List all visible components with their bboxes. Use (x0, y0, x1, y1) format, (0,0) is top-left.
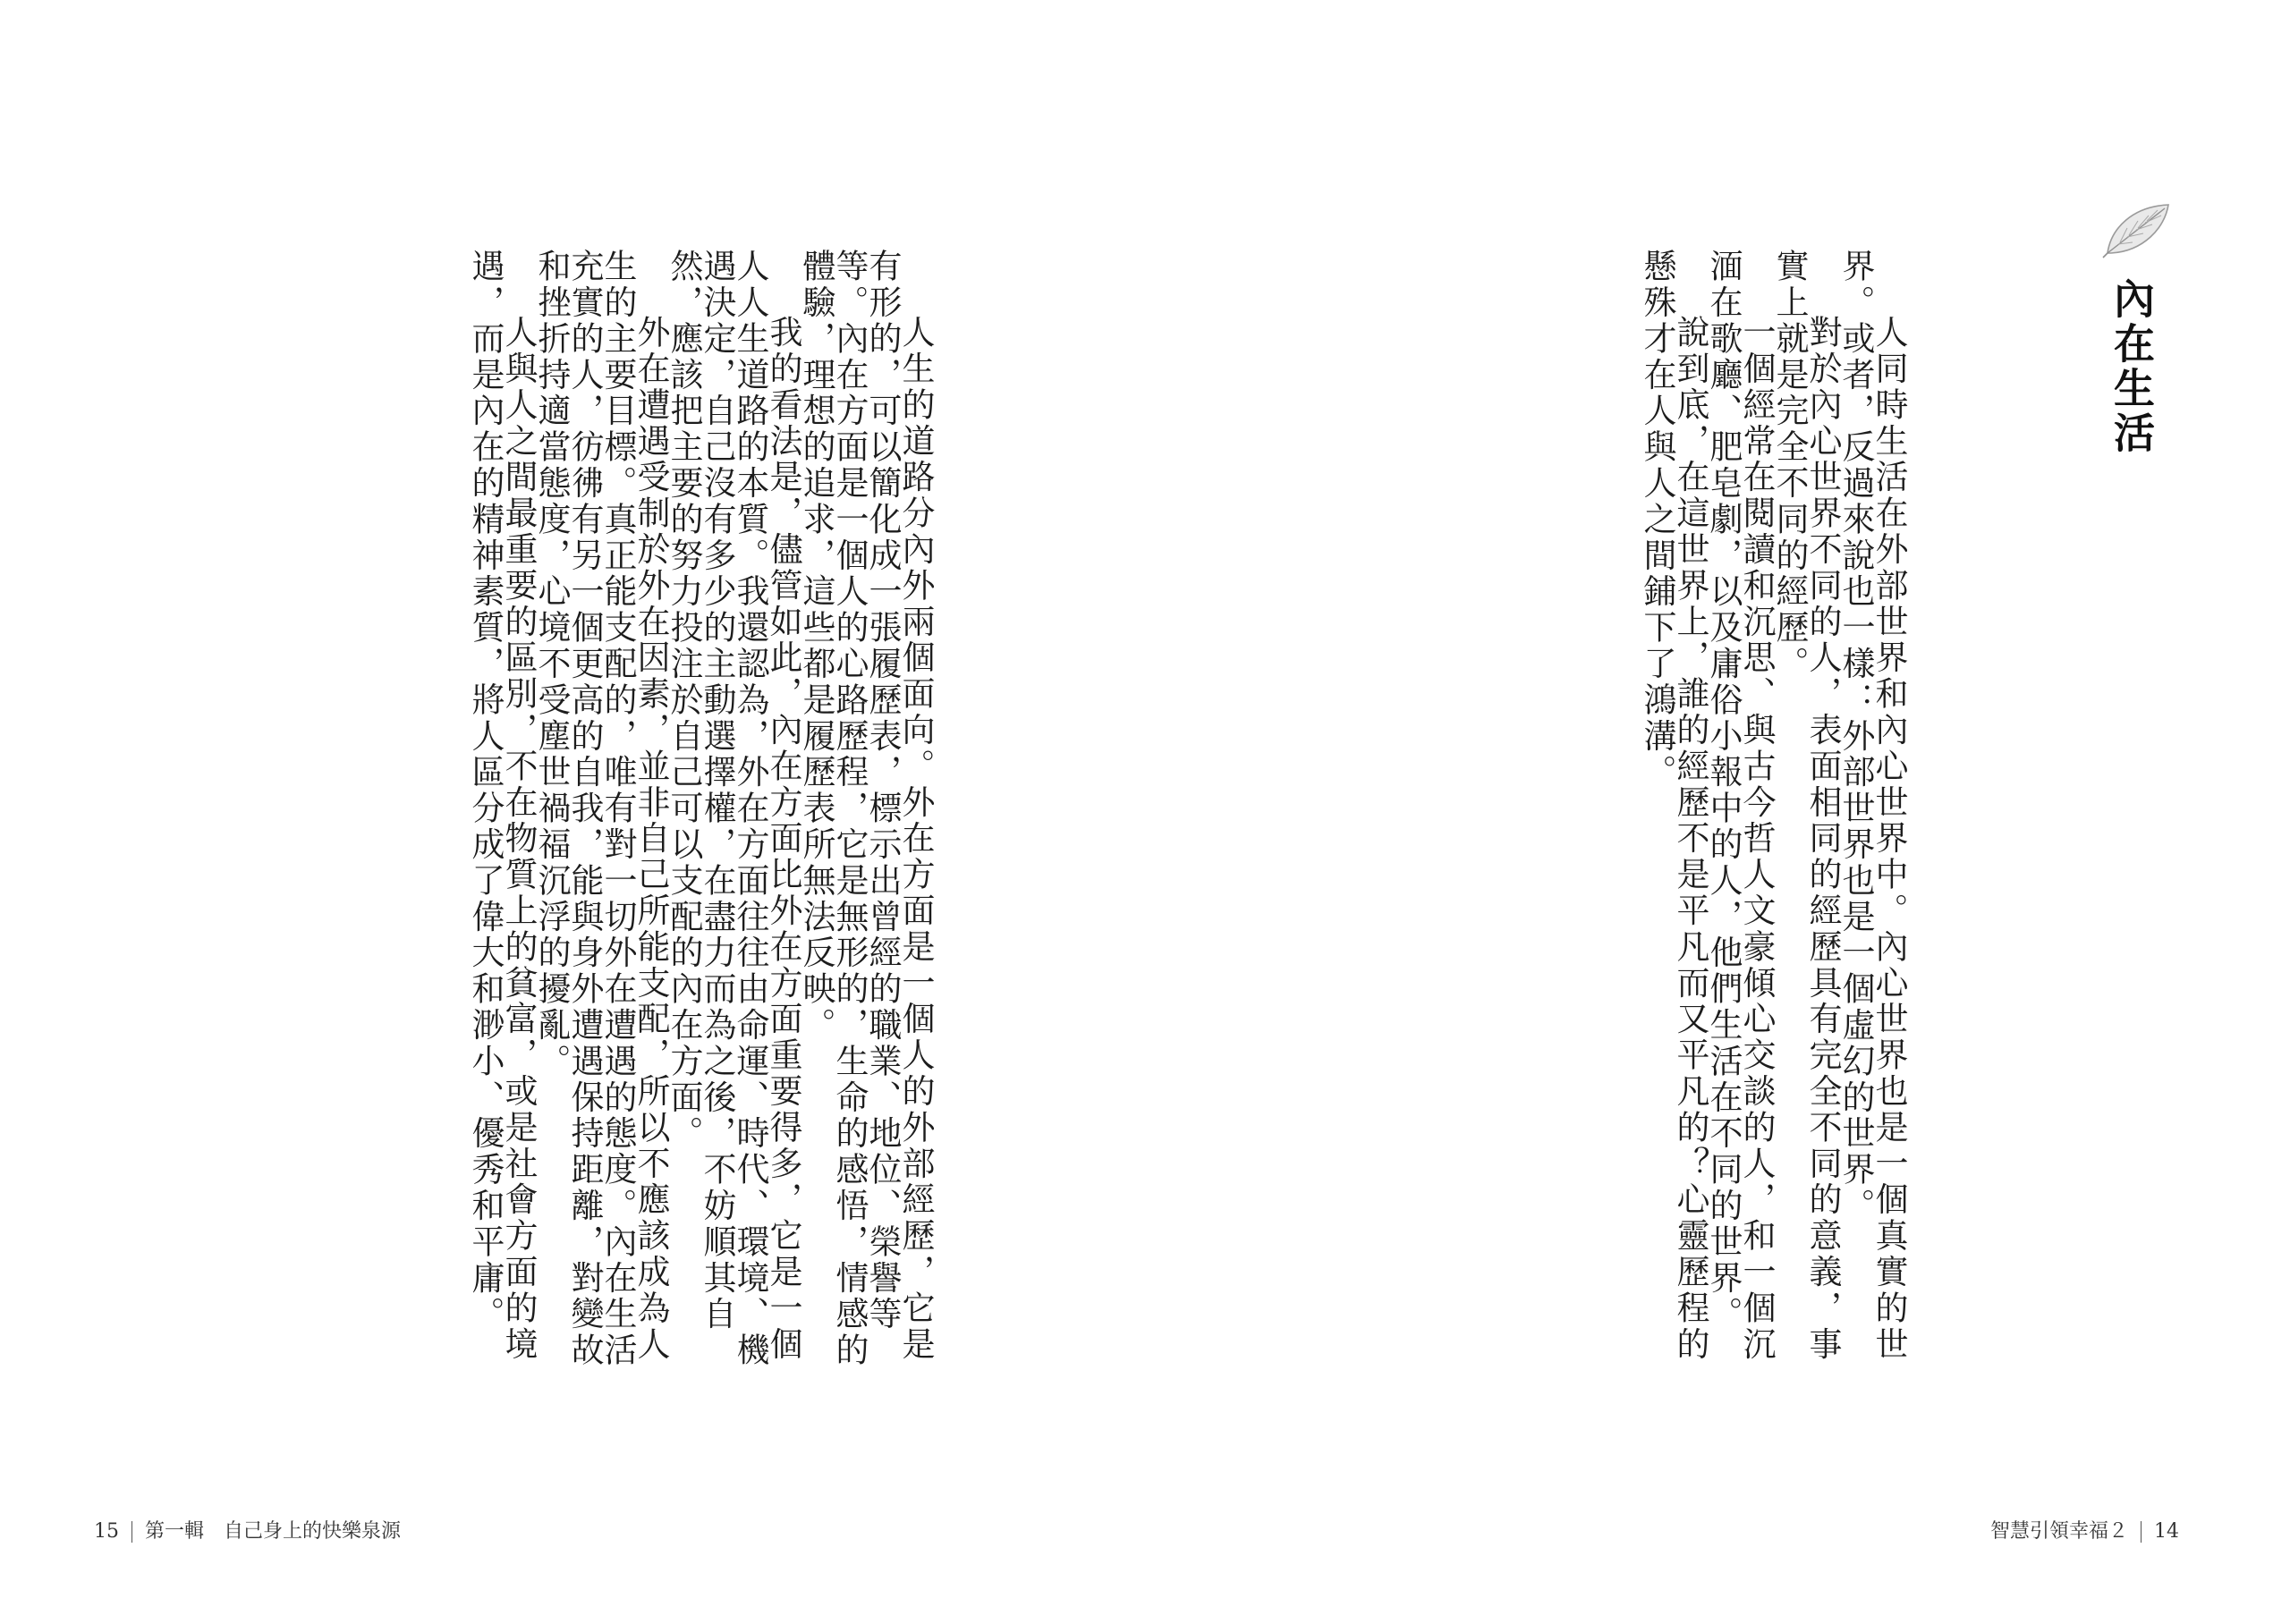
paragraph: 說到底，在這世界上，誰的經歷不是平凡而又平凡的？心靈歷程的懸殊才在人與人之間鋪下了鴻溝。 (1638, 249, 1709, 1363)
chapter-title-footer: 自己身上的快樂泉源 (224, 1520, 402, 1543)
left-page-footer (94, 1516, 401, 1544)
paragraph: 一個經常在閱讀和沉思、與古今哲人文豪傾心交談的人，和一個沉湎在歌廳、肥皂劇，以及庸俗小報中的人，他們生活在不同的世界。 (1704, 249, 1776, 1363)
page-number: 14 (2154, 1520, 2180, 1543)
paragraph: 對於內心世界不同的人，表面相同的經歷具有完全不同的意義，事實上就是完全不同的經歷。 (1770, 249, 1842, 1363)
paragraph: 我的看法是，儘管如此，內在方面比外在方面重要得多，它是一個人人生道路的本質。我還認為，外在方面往往由命運、時代、環境、機遇決定，自己沒有多少的主動選擇權，在盡力而為之後，不妨順其自然，應該把主要的努力投注於自己可以支配的內在方面。 (665, 249, 802, 1369)
paragraph: 人與人之間最重要的區別，不在物質上的貧富，或是社會方面的境遇，而是內在的精神素質，將人區分成了偉大和渺小、優秀和平庸。 (466, 249, 538, 1363)
left-page-body (466, 249, 935, 1371)
chapter-title: 內在生活 (2108, 277, 2156, 456)
page-number: 15 (94, 1520, 119, 1543)
leaf-icon (2102, 201, 2174, 258)
chapter-label: 第一輯 (145, 1520, 205, 1543)
footer-divider (131, 1521, 132, 1543)
footer-divider (2141, 1521, 2142, 1543)
right-page-body (1638, 249, 1908, 1371)
paragraph: 人同時生活在外部世界和內心世界中。內心世界也是一個真實的世界。或者，反過來說也一樣：外部世界也是一個虛幻的世界。 (1836, 249, 1908, 1363)
paragraph: 外在遭遇受制於外在因素，並非自己所能支配，所以不應該成為人生的主要目標。真正能支配的，唯有對一切外在遭遇的態度。內在生活充實的人，彷彿有另一個更高的自我，能與身外遭遇保持距離，對變故和挫折持適當態度，心境不受塵世禍福沉浮的擾亂。 (532, 249, 670, 1369)
paragraph: 人生的道路分內外兩個面向。外在方面是一個人的外部經歷，它是有形的，可以簡化成一張履歷表，標示出曾經的職業、地位、榮譽等等。內在方面是一個人的心路歷程，它是無形的，生命的感悟，情感的體驗，理想的追求，這些都是履歷表所無法反映。 (797, 249, 935, 1369)
right-page-footer (1990, 1516, 2179, 1544)
book-title: 智慧引領幸福２ (1990, 1520, 2129, 1543)
